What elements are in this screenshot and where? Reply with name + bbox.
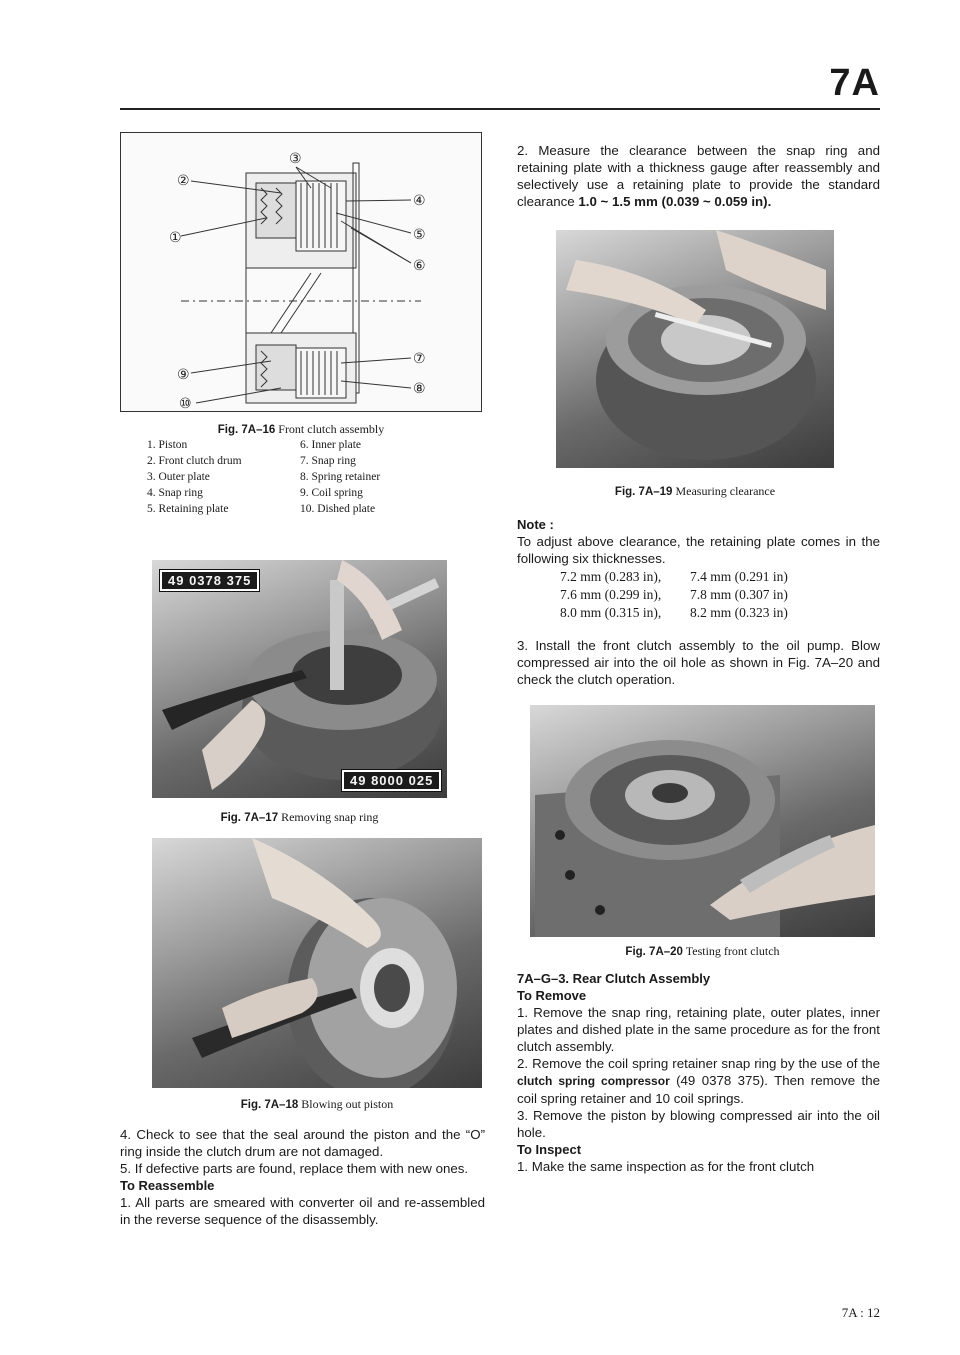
fig-7a-18-number: Fig. 7A–18 (240, 1099, 299, 1111)
fig-7a-16-number: Fig. 7A–16 (217, 424, 276, 436)
rear-clutch-section (517, 970, 880, 1175)
snap-ring-removal-illustration (152, 560, 447, 798)
step-5-text: 5. If defective parts are found, replace them with new ones. (120, 1161, 469, 1176)
remove-step-2-c: (49 0378 375). Then remove the coil spring retainer and 10 coil springs. (517, 1073, 880, 1106)
fig-7a-20-number: Fig. 7A–20 (625, 946, 683, 958)
thickness-table (560, 568, 788, 622)
thickness-cell: 7.8 mm (0.307 in) (690, 587, 788, 602)
legend-item: 8. Spring retainer (300, 471, 381, 483)
thickness-cell: 7.6 mm (0.299 in), (560, 587, 662, 602)
note-heading: Note : (517, 517, 554, 532)
step-2-text: 2. Measure the clearance between the snap ring and retaining plate with a thickness gauge after reassembly and selectively use a retaining plate to provide the standard clearance (517, 143, 880, 209)
callout-1: ① (169, 230, 182, 246)
legend-item: 7. Snap ring (300, 455, 356, 467)
clearance-measuring-illustration (556, 230, 834, 468)
fig-7a-20-title: Testing front clutch (685, 944, 780, 958)
fig-7a-20-caption (530, 944, 875, 959)
legend-item: 9. Coil spring (300, 487, 363, 499)
fig-7a-19-title: Measuring clearance (675, 484, 776, 498)
fig-7a-18-title: Blowing out piston (301, 1097, 394, 1111)
fig-7a-17-title: Removing snap ring (281, 810, 379, 824)
left-text-block (120, 1126, 485, 1228)
note-text: To adjust above clearance, the retaining plate comes in the following six thicknesses. (517, 534, 880, 566)
standard-clearance-value: 1.0 ~ 1.5 mm (0.039 ~ 0.059 in). (578, 194, 772, 209)
fig-7a-16-legend-left (147, 437, 242, 517)
note-block (517, 516, 880, 567)
remove-step-2-a: 2. Remove the coil spring retainer snap ring by the use of the (517, 1056, 880, 1071)
page-number: 7A : 12 (841, 1305, 880, 1320)
clutch-testing-illustration (530, 705, 875, 937)
legend-item: 6. Inner plate (300, 439, 361, 451)
legend-item: 10. Dished plate (300, 503, 376, 515)
legend-item: 5. Retaining plate (147, 503, 229, 515)
fig-7a-17-number: Fig. 7A–17 (220, 812, 279, 824)
callout-3: ③ (289, 151, 302, 167)
legend-item: 4. Snap ring (147, 487, 203, 499)
tool-tag-49-0378-375: 49 0378 375 (160, 570, 259, 591)
step-3-text: 3. Install the front clutch assembly to the oil pump. Blow compressed air into the oil hole as shown in Fig. 7A–20 and check the clutch operation. (517, 638, 880, 687)
remove-step-3: 3. Remove the piston by blowing compressed air into the oil hole. (517, 1108, 880, 1140)
thickness-cell: 8.2 mm (0.323 in) (690, 605, 788, 620)
fig-7a-19-number: Fig. 7A–19 (614, 486, 673, 498)
callout-6: ⑥ (413, 258, 426, 274)
fig-7a-19-caption (556, 484, 834, 499)
section-heading-7a-g-3: 7A–G–3. Rear Clutch Assembly (517, 971, 711, 986)
right-step-3 (517, 637, 880, 688)
piston-blowing-illustration (152, 838, 482, 1088)
callout-8: ⑧ (413, 381, 426, 397)
tool-tag-49-8000-025: 49 8000 025 (342, 770, 441, 791)
callout-7: ⑦ (413, 351, 426, 367)
legend-item: 2. Front clutch drum (147, 455, 242, 467)
callout-5: ⑤ (413, 227, 426, 243)
thickness-cell: 7.2 mm (0.283 in), (560, 569, 662, 584)
fig-7a-17-caption (152, 810, 447, 825)
fig-7a-16-caption (120, 422, 482, 437)
section-header: 7A (829, 62, 880, 104)
thickness-cell: 7.4 mm (0.291 in) (690, 569, 788, 584)
fig-7a-20-photo (530, 705, 875, 937)
fig-7a-16-title: Front clutch assembly (278, 422, 385, 436)
step-4-text: 4. Check to see that the seal around the piston and the “O” ring inside the clutch drum are not damaged. (120, 1127, 485, 1159)
legend-item: 1. Piston (147, 439, 188, 451)
clutch-spring-compressor-term: clutch spring compressor (517, 1074, 670, 1088)
callout-4: ④ (413, 193, 426, 209)
fig-7a-18-photo (152, 838, 482, 1088)
thickness-cell: 8.0 mm (0.315 in), (560, 605, 662, 620)
right-step-2 (517, 142, 880, 210)
header-rule (120, 108, 880, 110)
legend-item: 3. Outer plate (147, 471, 210, 483)
inspect-heading: To Inspect (517, 1142, 582, 1157)
remove-heading: To Remove (517, 988, 587, 1003)
remove-step-1: 1. Remove the snap ring, retaining plate, outer plates, inner plates and dished plate in the same procedure as for the front clutch assembly. (517, 1005, 880, 1054)
fig-7a-16-diagram (120, 132, 482, 412)
reassemble-step-1: 1. All parts are smeared with converter oil and re-assembled in the reverse sequence of the disassembly. (120, 1195, 485, 1227)
fig-7a-17-photo (152, 560, 447, 798)
callout-2: ② (177, 173, 190, 189)
callout-9: ⑨ (177, 367, 190, 383)
reassemble-heading: To Reassemble (120, 1178, 215, 1193)
inspect-step-1: 1. Make the same inspection as for the front clutch (517, 1159, 815, 1174)
fig-7a-16-legend-right (300, 437, 380, 517)
fig-7a-19-photo (556, 230, 834, 468)
fig-7a-18-caption (152, 1097, 482, 1112)
clutch-cross-section (121, 133, 481, 411)
callout-10: ⑩ (179, 396, 192, 411)
